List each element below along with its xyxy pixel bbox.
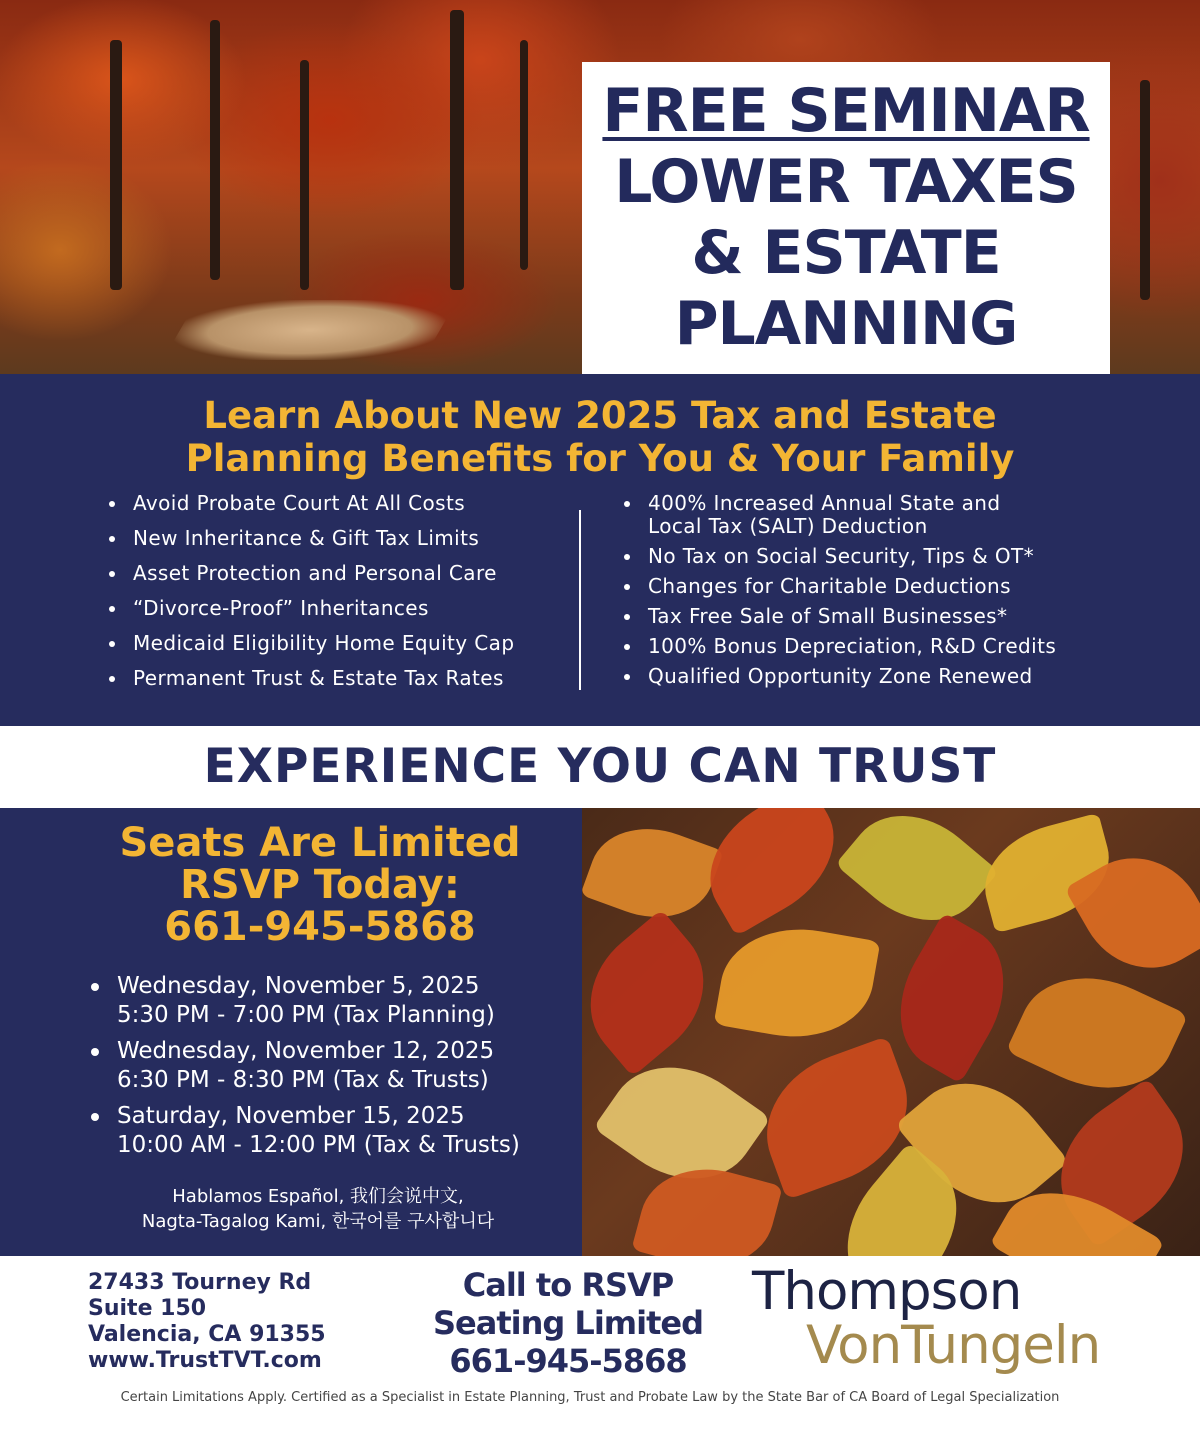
benefits-section xyxy=(0,374,1200,726)
title-line: & ESTATE xyxy=(691,218,1001,288)
headline-line: Learn About New 2025 Tax and Estate xyxy=(203,394,997,437)
session-list xyxy=(88,972,578,1167)
autumn-leaves-photo xyxy=(582,808,1200,1256)
address-line: 27433 Tourney Rd xyxy=(88,1270,312,1295)
tree-trunk xyxy=(1140,80,1150,300)
session-date: Wednesday, November 12, 2025 xyxy=(117,1038,495,1064)
benefit-item: No Tax on Social Security, Tips & OT* xyxy=(620,545,1180,568)
leaf xyxy=(874,912,1031,1083)
session-item xyxy=(88,972,578,1030)
languages-line: Hablamos Español, 我们会说中文, xyxy=(172,1186,464,1207)
session-item xyxy=(88,1102,578,1160)
call-line: Call to RSVP xyxy=(462,1266,674,1304)
benefits-right-column xyxy=(620,492,1180,695)
session-time: 6:30 PM - 8:30 PM (Tax & Trusts) xyxy=(117,1067,489,1093)
title-line: PLANNING xyxy=(674,289,1018,359)
session-date: Saturday, November 15, 2025 xyxy=(117,1103,465,1129)
tree-trunk xyxy=(520,40,528,270)
seminar-title-box xyxy=(582,62,1110,374)
website-link[interactable]: www.TrustTVT.com xyxy=(88,1348,322,1373)
benefit-item: New Inheritance & Gift Tax Limits xyxy=(105,527,565,550)
benefit-item: 400% Increased Annual State and Local Tax (SALT) Deduction xyxy=(620,492,1040,538)
tree-trunk xyxy=(110,40,122,290)
title-line: FREE SEMINAR xyxy=(602,76,1090,146)
session-date: Wednesday, November 5, 2025 xyxy=(117,973,480,999)
session-time: 10:00 AM - 12:00 PM (Tax & Trusts) xyxy=(117,1132,520,1158)
footer-phone[interactable]: 661-945-5868 xyxy=(449,1342,687,1380)
tree-trunk xyxy=(300,60,309,290)
benefit-item: 100% Bonus Depreciation, R&D Credits xyxy=(620,635,1180,658)
call-line: Seating Limited xyxy=(432,1304,703,1342)
benefit-item: Permanent Trust & Estate Tax Rates xyxy=(105,667,565,690)
benefit-item: Tax Free Sale of Small Businesses* xyxy=(620,605,1180,628)
benefit-item: “Divorce-Proof” Inheritances xyxy=(105,597,565,620)
disclaimer: Certain Limitations Apply. Certified as a Specialist in Estate Planning, Trust and Probate Law by the State Bar of CA Board of Legal Specialization xyxy=(120,1390,1060,1405)
benefit-item: Qualified Opportunity Zone Renewed xyxy=(620,665,1180,688)
column-divider xyxy=(579,510,581,690)
address-line: Suite 150 xyxy=(88,1296,207,1321)
rsvp-section xyxy=(0,808,582,1256)
rsvp-heading-line: RSVP Today: xyxy=(180,862,460,908)
rsvp-phone[interactable]: 661-945-5868 xyxy=(164,904,476,950)
leaf xyxy=(714,916,881,1050)
benefit-item: Avoid Probate Court At All Costs xyxy=(105,492,565,515)
rsvp-heading xyxy=(0,822,640,948)
autumn-forest-photo xyxy=(0,0,1200,374)
logo-top-text: Thompson xyxy=(752,1261,1022,1322)
languages-note xyxy=(0,1184,636,1234)
tree-trunk xyxy=(210,20,220,280)
leaf xyxy=(582,909,732,1077)
leaf xyxy=(686,808,857,936)
tree-trunk xyxy=(450,10,464,290)
leaf xyxy=(835,808,999,948)
forest-path xyxy=(163,300,458,360)
benefit-item: Medicaid Eligibility Home Equity Cap xyxy=(105,632,565,655)
languages-line: Nagta-Tagalog Kami, 한국어를 구사합니다 xyxy=(141,1211,495,1232)
benefit-item: Changes for Charitable Deductions xyxy=(620,575,1180,598)
logo-bottom-text: VonTungeln xyxy=(806,1315,1101,1376)
session-time: 5:30 PM - 7:00 PM (Tax Planning) xyxy=(117,1002,495,1028)
headline-line: Planning Benefits for You & Your Family xyxy=(185,437,1015,480)
benefit-item: Asset Protection and Personal Care xyxy=(105,562,565,585)
benefits-headline xyxy=(0,394,1200,480)
thompson-vontungeln-logo xyxy=(752,1262,1152,1382)
session-item xyxy=(88,1037,578,1095)
call-to-rsvp xyxy=(410,1266,726,1380)
title-line: LOWER TAXES xyxy=(614,147,1078,217)
benefits-left-column xyxy=(105,492,565,702)
experience-heading: EXPERIENCE YOU CAN TRUST xyxy=(0,726,1200,808)
leaf xyxy=(1006,951,1188,1114)
rsvp-heading-line: Seats Are Limited xyxy=(119,820,521,866)
office-address xyxy=(88,1270,388,1374)
address-line: Valencia, CA 91355 xyxy=(88,1322,326,1347)
